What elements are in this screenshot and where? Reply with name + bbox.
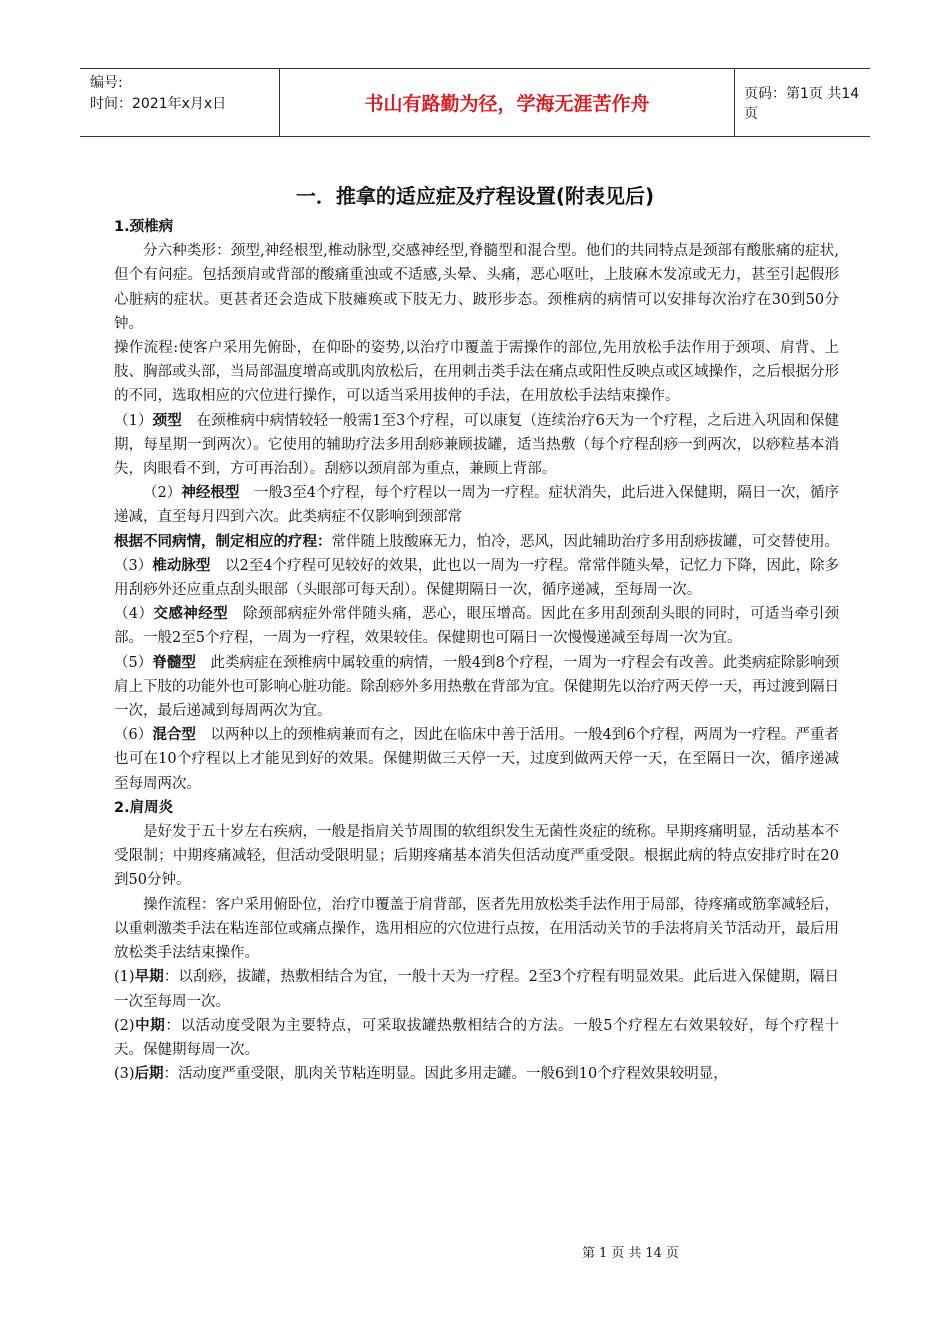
paragraph-cervical-process: 操作流程:使客户采用先俯卧，在仰卧的姿势,以治疗巾覆盖于需操作的部位,先用放松手法作用于颈项、肩背、上肢、胸部或头部，当局部温度增高或肌肉放松后，在用刺击类手法在痛点或阳性反映点或区域操作，之后根据分形的不同，选取相应的穴位进行操作，可以适当采用拔伸的手法，在用放松手法结束操作。 (114, 340, 839, 405)
item-text: ：活动度严重受限，肌肉关节粘连明显。因此多用走罐。一般6到10个疗程效果较明显， (163, 1066, 728, 1083)
item-text: 除颈部病症外常伴随头痛，恶心，眼压增高。因此在多用刮颈刮头眼的同时，可适当牵引颈部。一般2至5个疗程，一周为一疗程，效果较佳。保健期也可隔日一次慢慢递减至每周一次为宜。 (114, 606, 839, 647)
paragraph-shoulder-intro: 是好发于五十岁左右疾病，一般是指肩关节周围的软组织发生无菌性炎症的统称。早期疼痛明显，活动基本不受限制；中期疼痛减轻，但活动受限明显；后期疼痛基本消失但活动度严重受限。根据此病的特点安排疗时在20到50分钟。 (114, 824, 839, 889)
item-name: 椎动脉型 (152, 556, 211, 574)
item-text: 在颈椎病中病情较轻一般需1至3个疗程，可以康复（连续治疗6天为一个疗程，之后进入巩固和保健期，每星期一到两次）。它使用的辅助疗法多用刮痧兼顾拔罐，适当热敷（每个疗程刮痧一到两次，以痧粒基本消失，肉眼看不到，方可再治刮）。刮痧以颈肩部为重点，兼顾上背部。 (114, 412, 839, 478)
item-name: 中期 (134, 1016, 166, 1034)
header-meta (80, 69, 280, 136)
header-motto: 书山有路勤为径，学海无涯苦作舟 (280, 69, 735, 136)
paragraph-type-neck (114, 409, 839, 482)
item-name: 混合型 (152, 726, 196, 744)
document-body (114, 215, 839, 1086)
paragraph-treatment-plan (114, 530, 839, 554)
document-title: 一．推拿的适应症及疗程设置(附表见后) (295, 184, 655, 208)
paragraph-type-vertebral-artery (114, 554, 839, 602)
item-number: （5） (114, 654, 153, 671)
item-name: 交感神经型 (153, 605, 229, 623)
page-footer (582, 1242, 683, 1261)
item-number: （1） (114, 412, 153, 429)
paragraph-type-nerve-root (114, 481, 839, 529)
footer-text: 第 (582, 1246, 596, 1261)
header-table (80, 68, 870, 137)
footer-text: 页 (611, 1246, 625, 1261)
item-number: (2) (114, 1017, 135, 1034)
date-label: 时间：2021年x月x日 (90, 96, 227, 112)
item-number: （4） (114, 606, 154, 623)
paragraph-stage-late (114, 1062, 839, 1086)
item-text: ：以活动度受限为主要特点，可采取拔罐热敷相结合的方法。一般5个疗程左右效果较好，每个疗程十天。保健期每周一次。 (114, 1017, 839, 1058)
paragraph-type-mixed (114, 723, 839, 796)
item-text: 一般3至4个疗程，每个疗程以一周为一疗程。症状消失，此后进入保健期，隔日一次，循序递减，直至每月四到六次。此类病症不仅影响到颈部常 (114, 485, 839, 526)
footer-total-pages: 14 (645, 1246, 662, 1261)
item-text: ：以刮痧，拔罐，热敷相结合为宜，一般十天为一疗程。2至3个疗程有明显效果。此后进入保健期，隔日一次至每周一次。 (114, 969, 839, 1010)
item-number: (1) (114, 969, 135, 986)
item-text: 此类病症在颈椎病中属较重的病情，一般4到8个疗程，一周为一疗程会有改善。此类病症除影响颈肩上下肢的功能外也可影响心脏功能。除刮痧外多用热敷在背部为宜。保健期先以治疗两天停一天，再过渡到隔日一次，最后递减到每周两次为宜。 (114, 654, 840, 720)
footer-text: 共 (628, 1246, 642, 1261)
item-name: 脊髓型 (152, 653, 196, 671)
paragraph-shoulder-process: 操作流程：客户采用俯卧位，治疗巾覆盖于肩背部，医者先用放松类手法作用于局部，待疼痛或筋挛减轻后，以重刺激类手法在粘连部位或痛点操作，选用相应的穴位进行点按，在用活动关节的手法将肩关节活动开，最后用放松类手法结束操作。 (114, 896, 839, 962)
paragraph-type-sympathetic (114, 602, 839, 650)
header-page-info: 页码：第1页 共14页 (744, 85, 860, 122)
item-number: (3) (114, 1066, 135, 1083)
section-heading-cervical: 1.颈椎病 (114, 219, 174, 235)
item-text: 以两种以上的颈椎病兼而有之，因此在临床中善于活用。一般4到6个疗程，两周为一疗程。严重者也可在10个疗程以上才能见到好的效果。保健期做三天停一天，过度到做两天停一天，在至隔日一次，循序递减至每周两次。 (114, 727, 840, 792)
section-heading-frozen-shoulder: 2.肩周炎 (114, 799, 174, 816)
footer-page-number: 1 (599, 1246, 608, 1261)
item-number: （3） (114, 557, 153, 574)
item-text: 以2至4个疗程可见较好的效果，此也以一周为一疗程。常常伴随头晕，记忆力下降，因此，除多用刮痧外还应重点刮头眼部（头眼部可每天刮）。保健期隔日一次，循序递减，至每周一次。 (114, 557, 839, 599)
item-number: （6） (114, 727, 153, 744)
code-label: 编号: (90, 75, 123, 91)
paragraph-stage-early (114, 965, 839, 1013)
item-name: 颈型 (152, 411, 182, 429)
item-name: 神经根型 (181, 484, 240, 502)
paragraph-stage-middle (114, 1014, 839, 1062)
item-number: （2） (143, 485, 182, 502)
footer-text: 页 (665, 1246, 679, 1261)
item-text: 常伴随上肢酸麻无力，怕冷，恶风，因此辅助治疗多用刮痧拔罐，可交替使用。 (331, 533, 839, 550)
paragraph-cervical-intro: 分六种类形：颈型,神经根型,椎动脉型,交感神经型,脊髓型和混合型。他们的共同特点是颈部有酸胀痛的症状,但个有问症。包括颈肩或背部的酸痛重浊或不适感,头晕、头痛，恶心呕吐，上肢麻木发凉或无力，甚至引起假形心脏病的症状。更甚者还会造成下肢瘫痪或下肢无力、跛形步态。颈椎病的病情可以安排每次治疗在30到50分钟。 (114, 243, 839, 332)
item-name: 后期 (134, 1065, 164, 1083)
item-name: 早期 (134, 968, 164, 986)
bold-lead: 根据不同病情，制定相应的疗程： (114, 532, 332, 550)
paragraph-type-myelopathy (114, 651, 839, 724)
